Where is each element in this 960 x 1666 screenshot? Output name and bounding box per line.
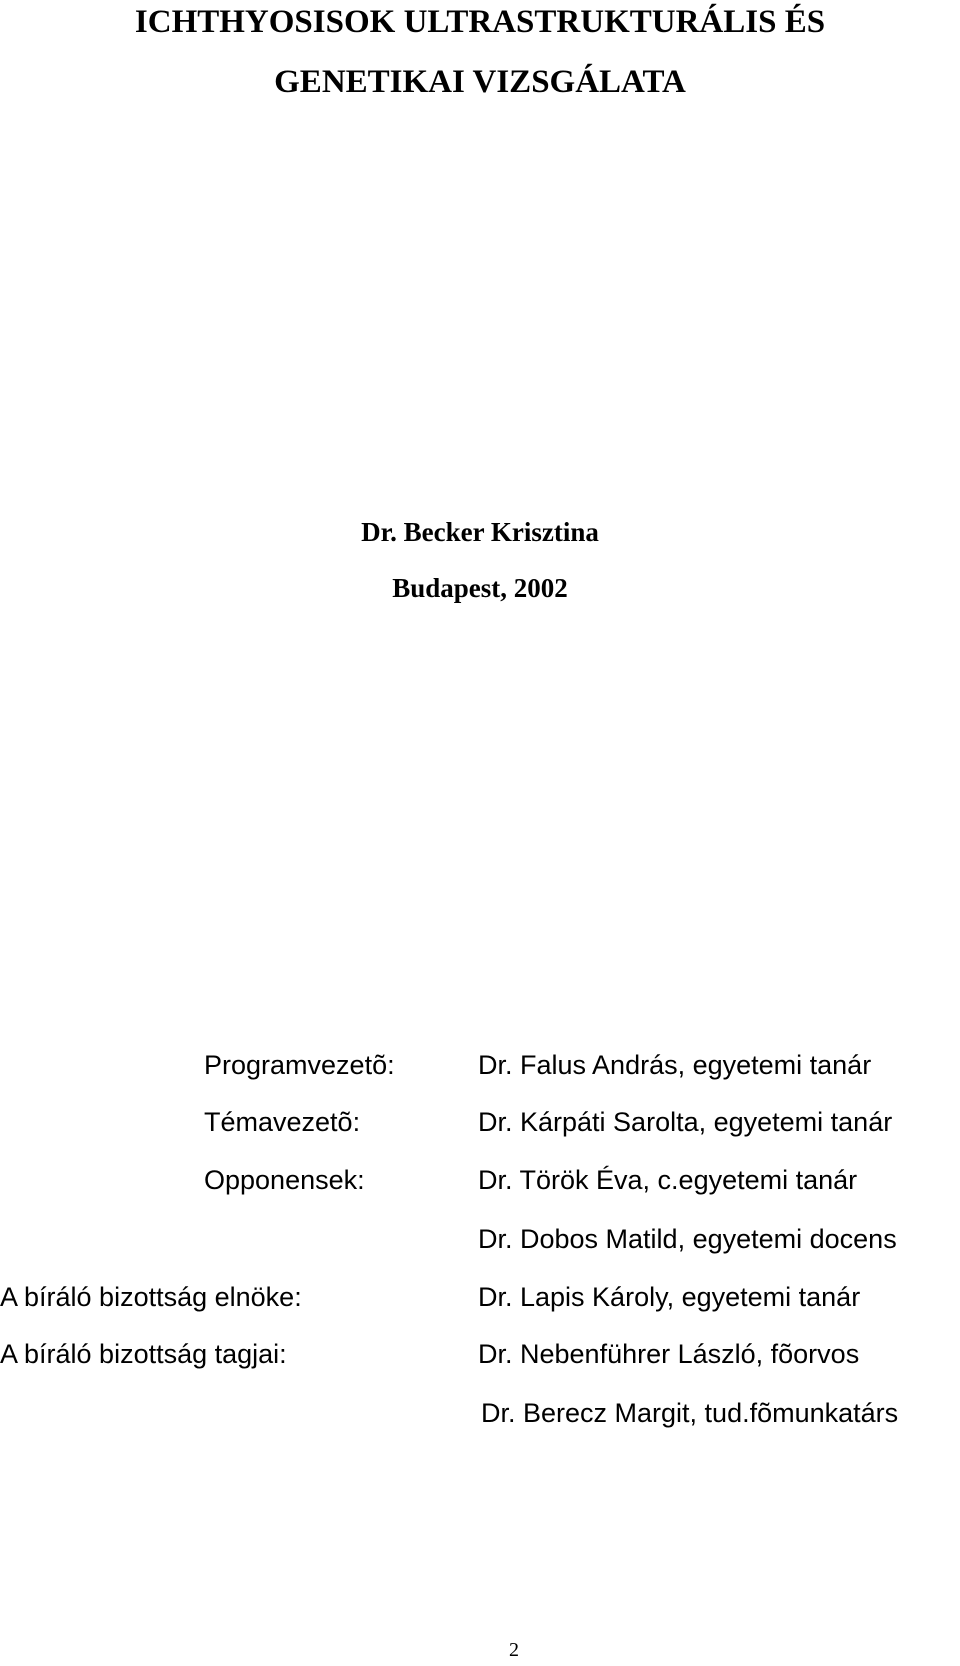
person-opponent-2: Dr. Dobos Matild, egyetemi docens xyxy=(478,1224,897,1254)
person-opponent-1: Dr. Török Éva, c.egyetemi tanár xyxy=(478,1165,858,1195)
title-line-1: ICHTHYOSISOK ULTRASTRUKTURÁLIS ÉS xyxy=(134,4,826,40)
person-committee-member-1: Dr. Nebenführer László, fõorvos xyxy=(478,1339,860,1369)
title-line-2: GENETIKAI VIZSGÁLATA xyxy=(274,64,686,100)
person-program-leader: Dr. Falus András, egyetemi tanár xyxy=(478,1050,872,1080)
role-program-leader: Programvezetõ: xyxy=(204,1050,395,1080)
person-committee-member-2: Dr. Berecz Margit, tud.fõmunkatárs xyxy=(481,1398,899,1428)
role-supervisor: Témavezetõ: xyxy=(204,1107,361,1137)
role-committee-chair: A bíráló bizottság elnöke: xyxy=(0,1282,302,1312)
person-committee-chair: Dr. Lapis Károly, egyetemi tanár xyxy=(478,1282,861,1312)
page-number: 2 xyxy=(509,1639,519,1661)
role-opponents: Opponensek: xyxy=(204,1165,365,1195)
author-name: Dr. Becker Krisztina xyxy=(361,517,599,547)
role-committee-members: A bíráló bizottság tagjai: xyxy=(0,1339,287,1369)
person-supervisor: Dr. Kárpáti Sarolta, egyetemi tanár xyxy=(478,1107,893,1137)
place-year: Budapest, 2002 xyxy=(392,573,568,603)
